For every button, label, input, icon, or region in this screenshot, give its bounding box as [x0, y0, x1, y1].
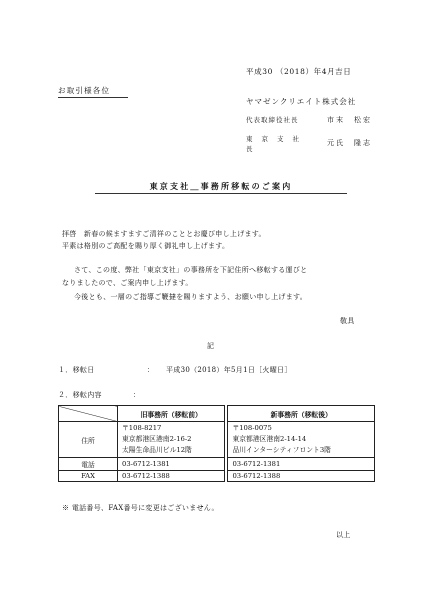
- row-label-phone: 電話: [59, 458, 118, 471]
- row-label-fax: FAX: [59, 471, 118, 482]
- old-address-line: 東京都港区港南2-16-2: [122, 435, 192, 443]
- closing-keigu: 敬具: [340, 317, 355, 325]
- old-building: 太陽生命品川ビル12階: [122, 446, 192, 454]
- signer-title-branch: [246, 131, 308, 153]
- greeting-line-1: 拝啓 新春の候ますますご清祥のこととお慶び申し上げます。: [62, 230, 266, 238]
- notice-line-2: なりましたので、ご案内申し上げます。: [62, 279, 193, 287]
- old-fax: 03-6712-1388: [118, 471, 225, 482]
- letter-date: 平成30 （2018）年4月吉日: [246, 67, 352, 76]
- move-date-value: 平成30（2018）年5月1日［火曜日］: [166, 366, 292, 374]
- new-building: 品川インターシティフロント3階: [232, 446, 331, 454]
- new-fax: 03-6712-1388: [228, 471, 375, 482]
- new-address-line: 東京都港区港南2-14-14: [232, 435, 307, 443]
- old-address-cell: [118, 422, 225, 458]
- new-postal-code: 〒108-0075: [232, 424, 272, 432]
- notice-line-3: 今後とも、一層のご指導ご鞭撻を賜りますよう、お願い申し上げます。: [74, 293, 308, 301]
- document-subject: 東京支社＿事務所移転のご案内: [95, 181, 347, 194]
- ijou-end-mark: 以上: [336, 531, 351, 539]
- recipient-line: お取引様各位: [58, 85, 128, 98]
- old-phone: 03-6712-1381: [118, 458, 225, 471]
- table-corner-cell: [59, 406, 118, 422]
- move-contents-colon: ：: [133, 391, 141, 399]
- new-office-header: 新事務所（移転後）: [228, 406, 375, 422]
- signer-title-president: 代表取締役社長: [246, 116, 299, 124]
- relocation-table: [58, 405, 375, 482]
- signer-name-branch: 元氏 隆志: [327, 139, 372, 147]
- old-postal-code: 〒108-8217: [122, 424, 162, 432]
- table-row: [59, 422, 375, 458]
- notice-line-1: さて、この度、弊社「東京支社」の事務所を下記住所へ移転する運びと: [74, 266, 308, 274]
- move-contents-label: ２．移転内容: [58, 391, 102, 399]
- signer-name-president: 市末 松宏: [327, 116, 372, 124]
- old-office-header: 旧事務所（移転前）: [118, 406, 225, 422]
- ki-heading: 記: [207, 342, 214, 350]
- table-header-row: [59, 406, 375, 422]
- new-phone: 03-6712-1381: [228, 458, 375, 471]
- unchanged-note: ※ 電話番号、FAX番号に変更はございません。: [62, 504, 219, 512]
- move-date-label: １．移転日: [58, 366, 95, 374]
- table-row: [59, 471, 375, 482]
- signer-title-branch-text: 東京支社長: [246, 135, 308, 153]
- row-label-address: 住所: [59, 422, 118, 458]
- new-address-cell: [228, 422, 375, 458]
- table-row: [59, 458, 375, 471]
- company-name: ヤマゼンクリエイト株式会社: [246, 97, 357, 106]
- greeting-line-2: 平素は格別のご高配を賜り厚く御礼申し上げます。: [62, 242, 230, 250]
- move-date-colon: ：: [147, 366, 155, 374]
